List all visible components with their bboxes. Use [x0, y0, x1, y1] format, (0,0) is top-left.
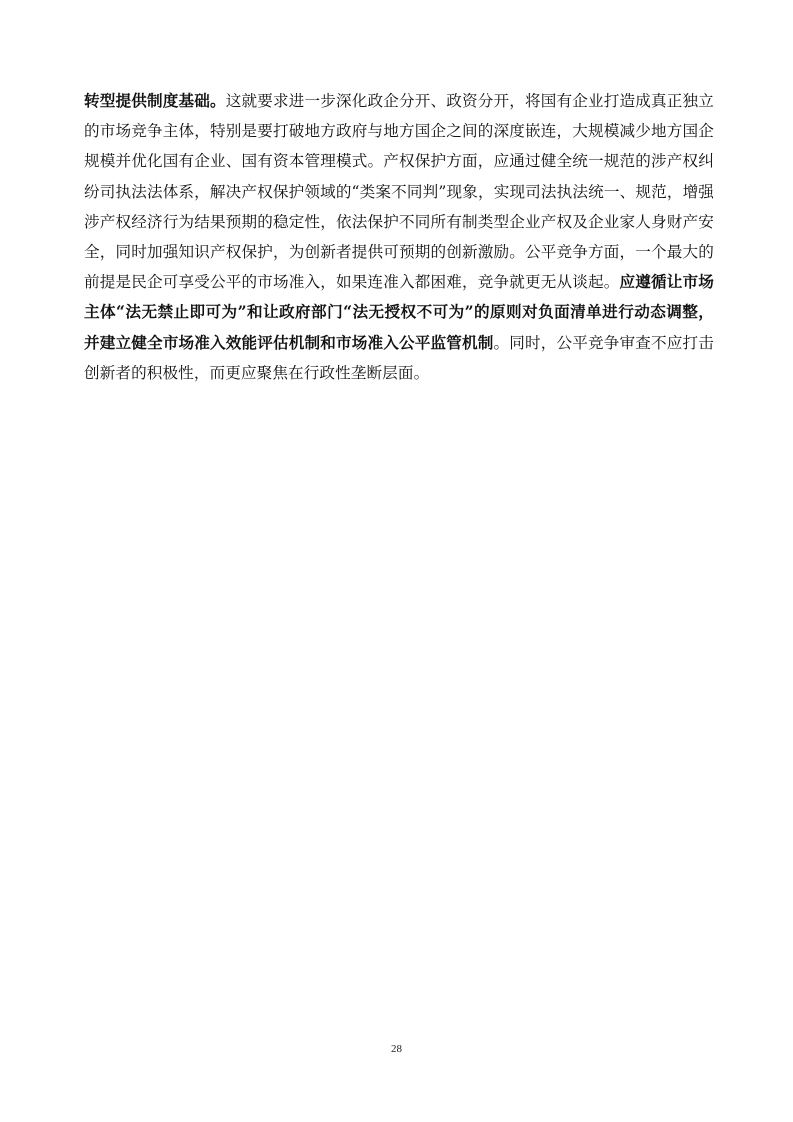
body-paragraph	[84, 86, 714, 388]
text-segment: 。同时，公平竞争审查不应打击创新者的积极性，而更应聚焦在行政性垄断层面。	[84, 333, 714, 382]
bold-text-segment: 应遵循让市场主体“法无禁止即可为”和让政府部门“法无授权不可为”的原则对负面清单进行动态调整，并建立健全市场准入效能评估机制和市场准入公平监管机制	[84, 272, 714, 352]
page-number: 28	[391, 1043, 402, 1055]
bold-text-segment: 转型提供制度基础。	[84, 91, 226, 110]
text-segment: 这就要求进一步深化政企分开、政资分开，将国有企业打造成真正独立的市场竞争主体，特别是要打破地方政府与地方国企之间的深度嵌连，大规模减少地方国企规模并优化国有企业、国有资本管理模式。产权保护方面，应通过健全统一规范的涉产权纠纷司执法法体系，解决产权保护领域的“类案不同判”现象，实现司法执法统一、规范，增强涉产权经济行为结果预期的稳定性，依法保护不同所有制类型企业产权及企业家人身财产安全，同时加强知识产权保护，为创新者提供可预期的创新激励。公平竞争方面，一个最大的前提是民企可享受公平的市场准入，如果连准入都困难，竞争就更无从谈起。	[84, 92, 714, 292]
